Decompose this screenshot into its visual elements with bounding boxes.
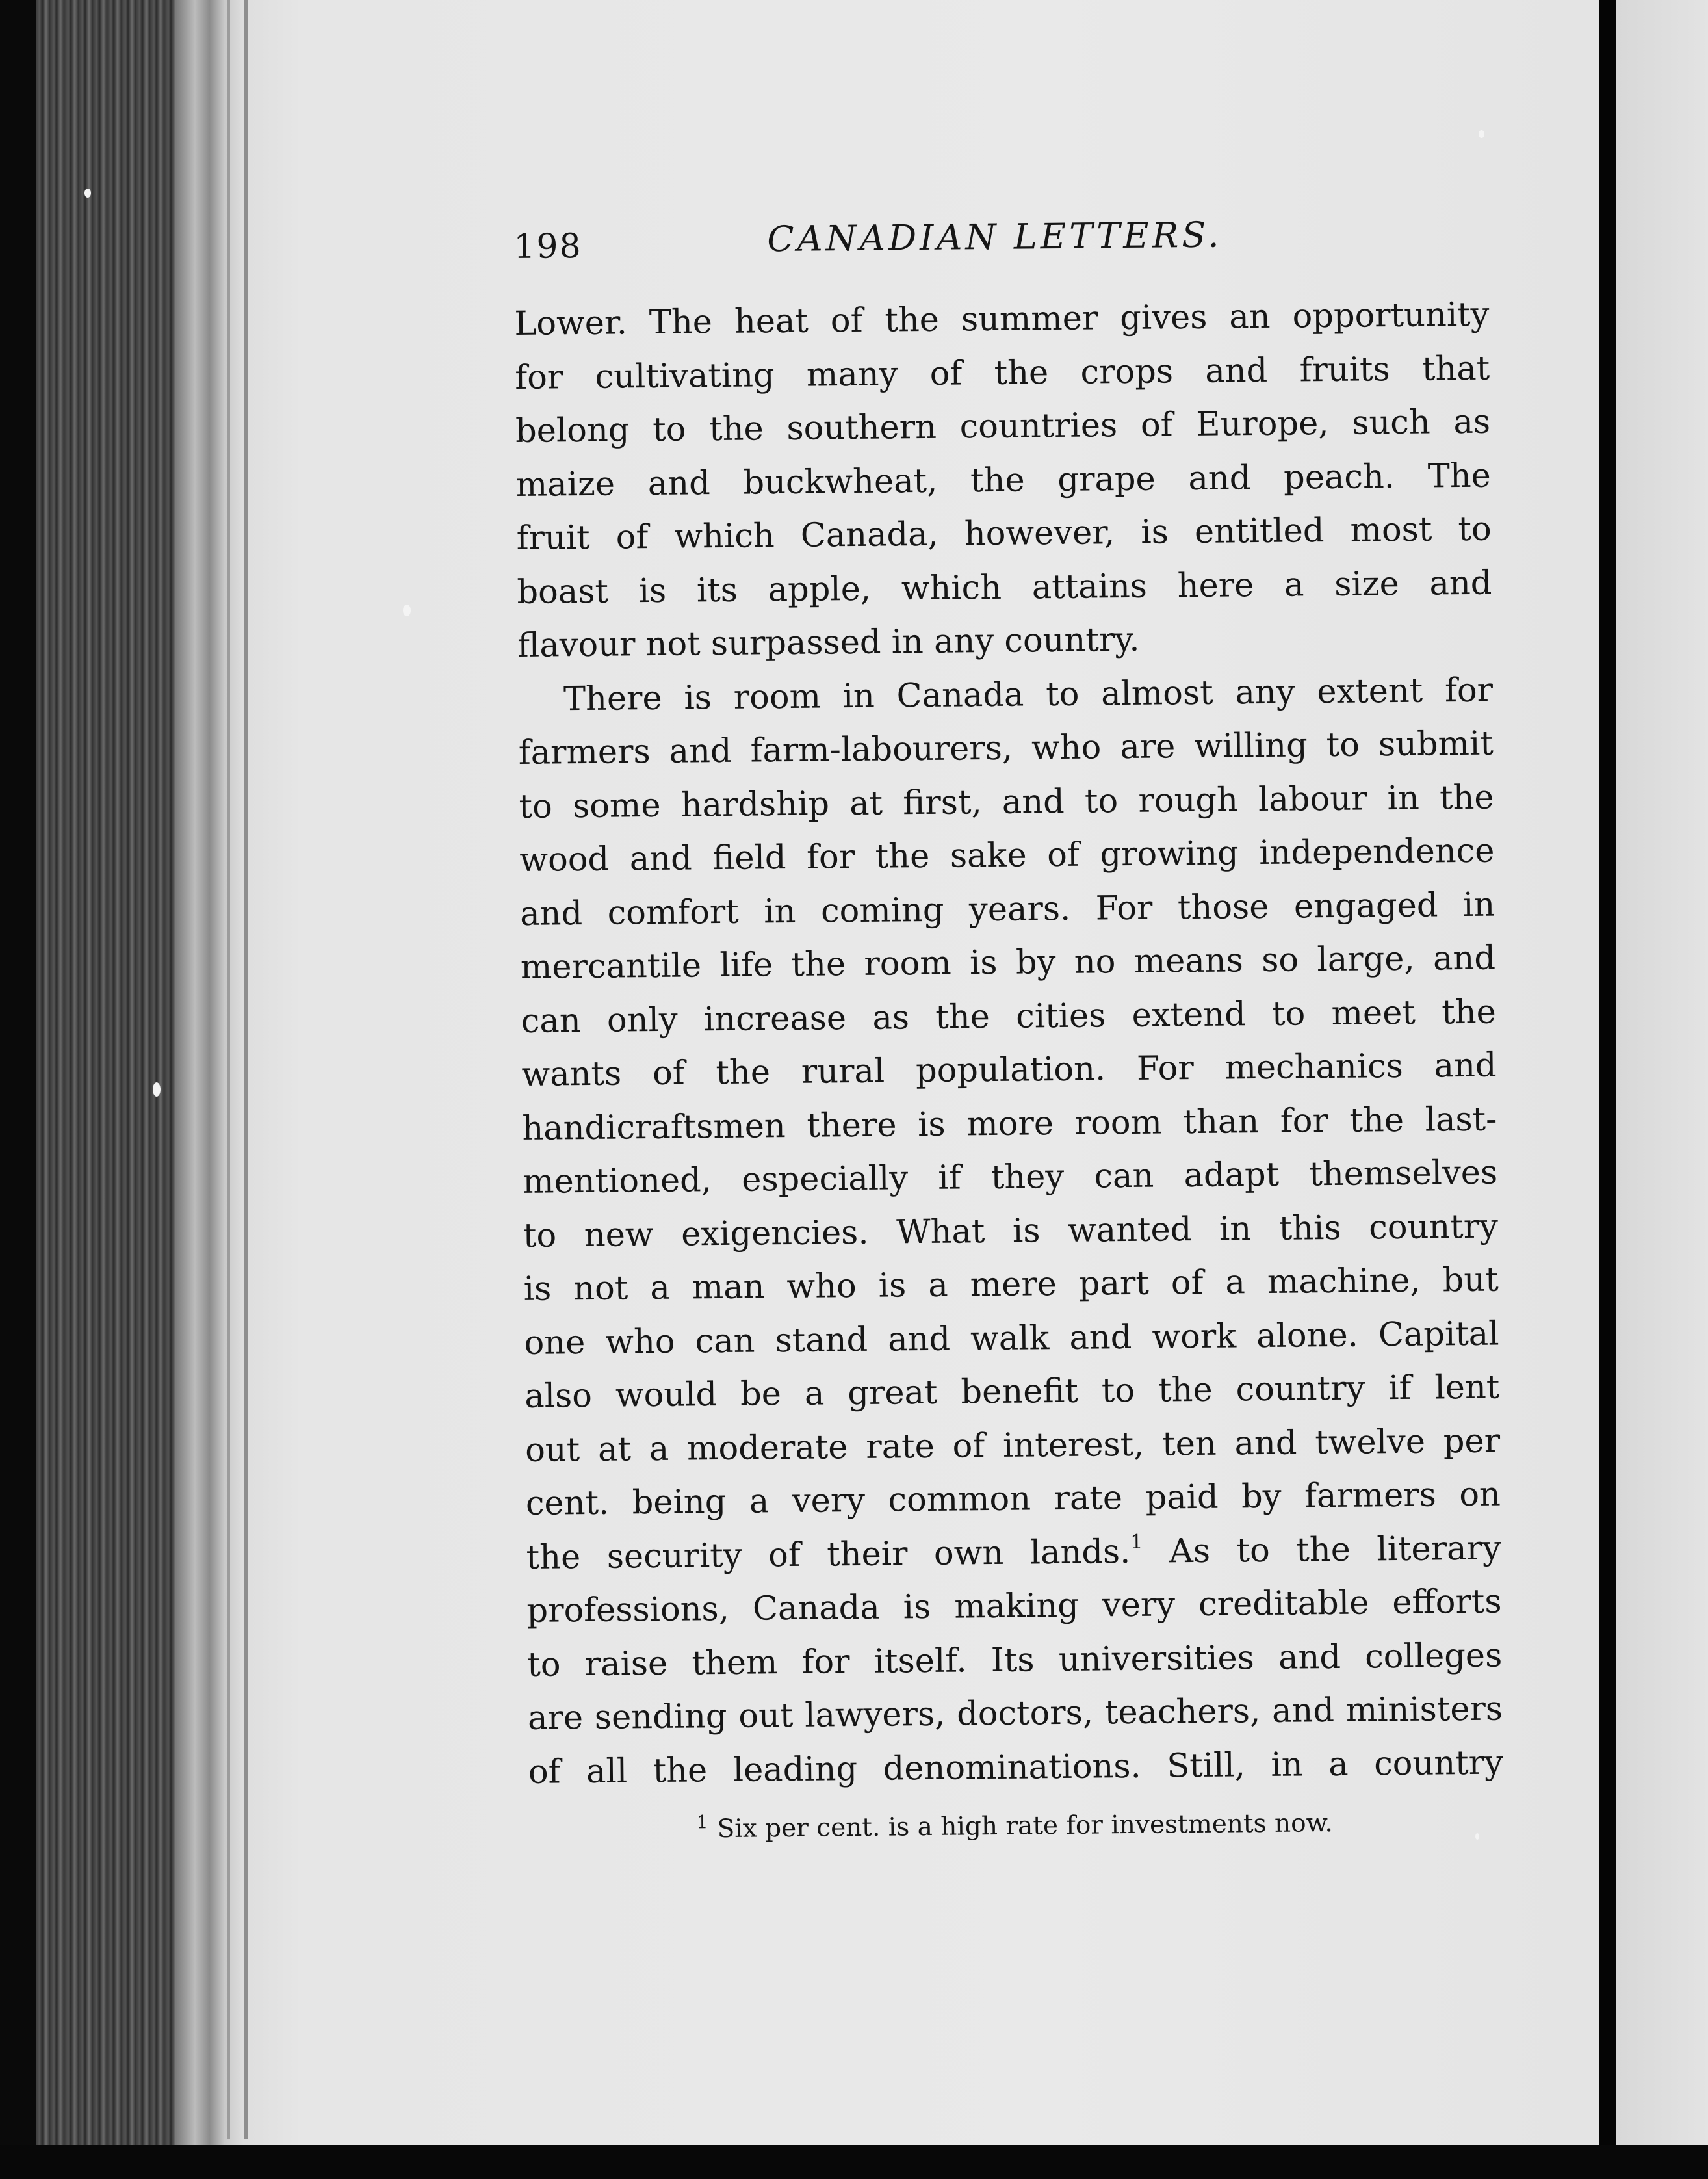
footnote-reference[interactable]: 1 [1130,1530,1143,1554]
text-line-with-footnote-ref [526,1522,1501,1585]
text-fragment: As to the literary [1143,1529,1501,1571]
text-line: professions, Canada is making very creditable efforts [526,1582,1502,1630]
footnote-marker: 1 [696,1811,708,1833]
text-line: mercantile life the room is by no means so large, and [520,939,1496,987]
text-line: of all the leading denominations. Still, in a country [528,1743,1504,1792]
page-text-block [513,212,1504,1849]
text-line: Lower. The heat of the summer gives an opportunity [514,295,1490,343]
page-number: 198 [513,226,582,267]
text-line: handicraftsmen there is more room than for the last- [522,1100,1497,1148]
text-line: one who can stand and walk and work alone. Capital [524,1314,1499,1363]
text-line: There is room in Canada to almost any extent for [563,671,1494,718]
scan-speck [84,189,91,198]
text-line: to raise them for itself. Its universities and colleges [527,1636,1503,1684]
scan-bottom-edge [0,2145,1708,2179]
scan-speck [1479,130,1484,138]
text-line: can only increase as the cities extend to meet the [521,993,1497,1041]
text-line: to some hardship at first, and to rough labour in the [519,778,1494,826]
text-line: are sending out lawyers, doctors, teachers, and ministers [527,1690,1503,1738]
text-line: cent. being a very common rate paid by farmers on [525,1475,1501,1523]
page-binding-line [244,0,248,2139]
text-line: and comfort in coming years. For those engaged in [519,885,1495,933]
text-line: out at a moderate rate of interest, ten and twelve per [524,1422,1501,1470]
text-line: is not a man who is a mere part of a machine, but [523,1260,1499,1309]
text-line: belong to the southern countries of Europe, such as [515,402,1491,450]
paragraph-2 [518,664,1504,1799]
running-title: CANADIAN LETTERS. [766,214,1223,260]
page-binding-line [227,0,230,2139]
text-line: fruit of which Canada, however, is entitled most to [516,510,1492,558]
footnote-text: Six per cent. is a high rate for investments now. [717,1808,1333,1844]
text-line: to new exigencies. What is wanted in this country [523,1207,1499,1255]
text-line: wants of the rural population. For mechanics and [521,1046,1497,1094]
paragraph-1 [514,289,1492,673]
text-line: maize and buckwheat, the grape and peach. The [515,456,1492,504]
scan-speck [153,1082,161,1097]
running-head [513,212,1489,280]
text-line: for cultivating many of the crops and fruits that [515,349,1490,397]
text-line: flavour not surpassed in any country. [517,620,1140,665]
book-page-edges-inner [175,0,224,2145]
text-line: boast is its apple, which attains here a size and [517,564,1492,612]
text-line: mentioned, especially if they can adapt themselves [522,1153,1498,1201]
scan-speck [403,605,411,616]
book-gutter [1599,0,1616,2179]
text-fragment: the security of their own lands. [526,1532,1131,1577]
text-line: farmers and farm-labourers, who are willing to submit [518,724,1494,772]
text-line: also would be a great benefit to the country if lent [524,1368,1500,1416]
text-line: wood and field for the sake of growing independence [519,831,1495,880]
facing-page-edge [1616,0,1708,2145]
